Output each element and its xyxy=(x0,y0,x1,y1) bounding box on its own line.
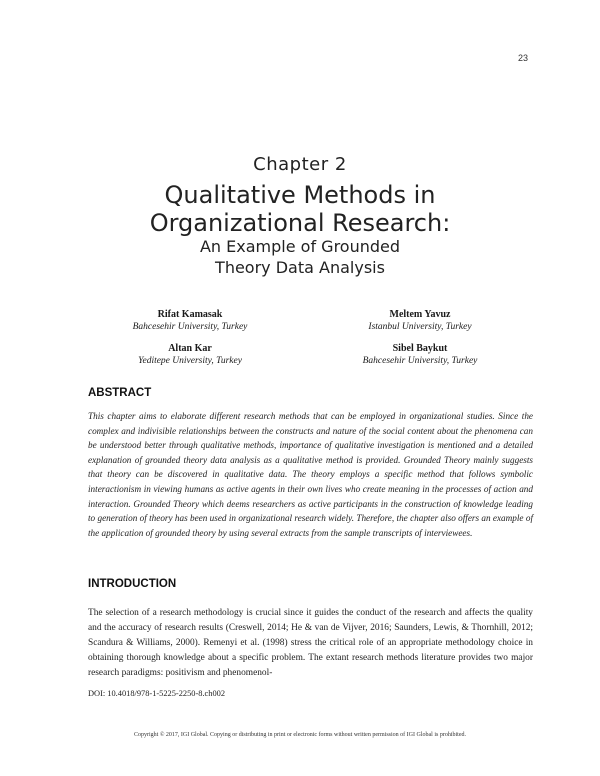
author-name: Meltem Yavuz xyxy=(389,309,451,320)
author-name: Altan Kar xyxy=(168,343,212,354)
page-number: 23 xyxy=(517,53,528,63)
author-block xyxy=(300,308,540,334)
subtitle-line-1: An Example of Grounded xyxy=(199,237,401,256)
chapter-title xyxy=(0,181,600,237)
author-block xyxy=(70,308,310,334)
chapter-subtitle xyxy=(0,236,600,278)
author-name: Rifat Kamasak xyxy=(157,309,223,320)
title-line-1: Qualitative Methods in xyxy=(164,181,436,209)
author-affiliation: Istanbul University, Turkey xyxy=(368,322,472,332)
author-affiliation: Bahcesehir University, Turkey xyxy=(362,356,478,366)
author-block xyxy=(300,342,540,368)
doi: DOI: 10.4018/978-1-5225-2250-8.ch002 xyxy=(88,689,226,698)
introduction-text: The selection of a research methodology is crucial since it guides the conduct of the research and affects the quality and the accuracy of research results (Creswell, 2014; He & van de Vijver, 2016; Saunders, Lewis, & Thornhill, 2012; Scandura & Williams, 2000). Remenyi et al. (1998) stress the critical role of an appropriate methodology choice in obtaining thorough knowledge about a specific problem. The extant research methods literature provides two major research paradigms: positivism and phenomenol- xyxy=(88,608,533,678)
author-block xyxy=(70,342,310,368)
author-affiliation: Yeditepe University, Turkey xyxy=(138,356,242,366)
introduction-heading: INTRODUCTION xyxy=(88,578,177,590)
author-affiliation: Bahcesehir University, Turkey xyxy=(132,322,248,332)
title-line-2: Organizational Research: xyxy=(149,209,451,237)
author-name: Sibel Baykut xyxy=(392,343,448,354)
copyright-notice: Copyright © 2017, IGI Global. Copying or distributing in print or electronic forms without written permission of IGI Global is prohibited. xyxy=(133,732,466,738)
abstract-heading: ABSTRACT xyxy=(88,387,152,399)
abstract-text: This chapter aims to elaborate different research methods that can be employed in organizational studies. Since the complex and indivisible relationships between the constructs and nature of the social content about the phenomena can be understood better through qualitative methods, importance of qualitative investigation is mentioned and a detailed explanation of grounded theory data analysis as a qualitative method is provided. Grounded Theory mainly suggests that theory can be discovered in qualitative data. The theory employs a specific method that follows symbolic interactionism in viewing humans as active agents in their own lives who create meaning in the processes of action and interaction. Grounded Theory which deems researchers as active participants in the construction of knowledge leading to generation of theory has been used in organizational research widely. Therefore, the chapter also offers an example of the application of grounded theory by using several extracts from the sample transcripts of interviewees. xyxy=(88,411,533,538)
chapter-label: Chapter 2 xyxy=(253,154,347,175)
subtitle-line-2: Theory Data Analysis xyxy=(215,258,385,277)
